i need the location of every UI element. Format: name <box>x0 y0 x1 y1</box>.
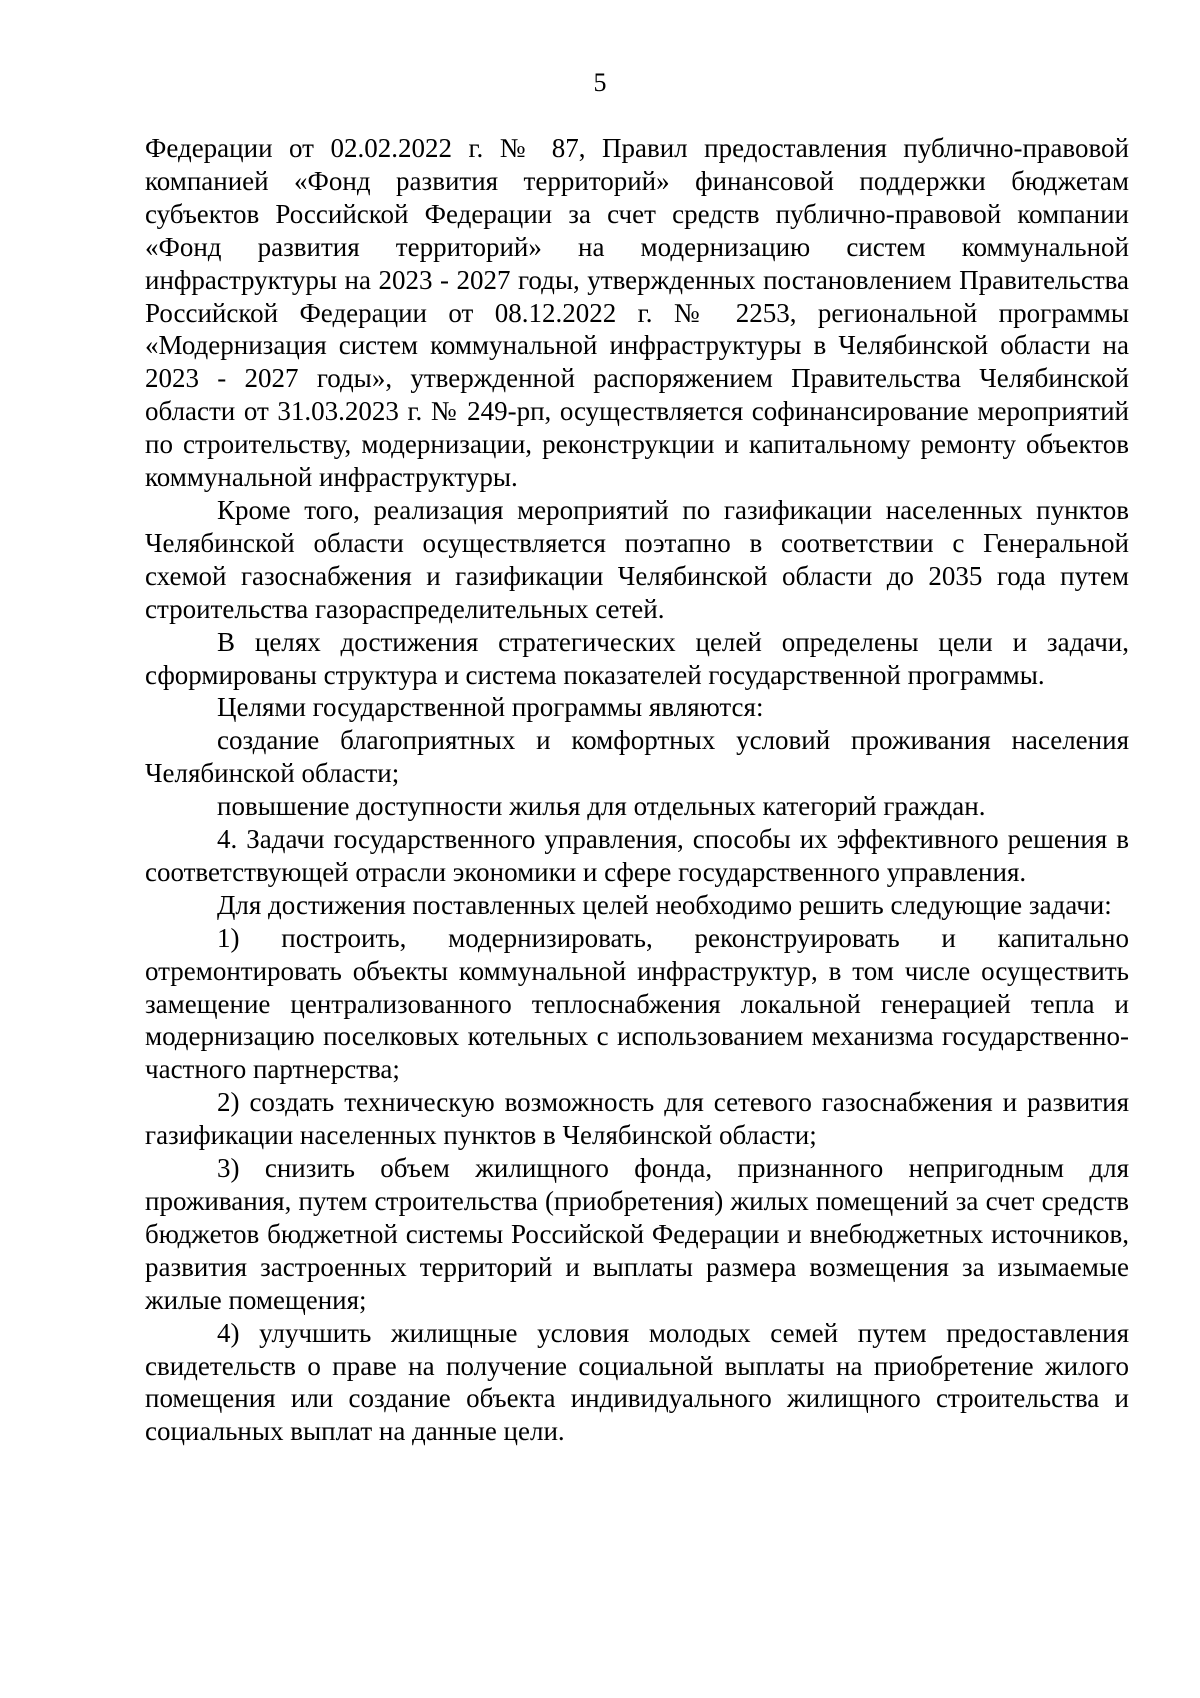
list-item-task-1: 1) построить, модернизировать, реконструировать и капитально отремонтировать объекты коммунальной инфраструктур, в том числе осуществить замещение централизованного теплоснабжения локальной генерацией тепла и модернизацию поселковых котельных с использованием механизма государственно-частного партнерства; <box>145 922 1129 1085</box>
document-body <box>145 132 1129 1448</box>
paragraph-tasks-intro: Для достижения поставленных целей необходимо решить следующие задачи: <box>217 889 1112 920</box>
paragraph-strategic-goals: В целях достижения стратегических целей определены цели и задачи, сформированы структура и система показателей государственной программы. <box>145 626 1129 690</box>
list-item-task-4: 4) улучшить жилищные условия молодых семей путем предоставления свидетельств о праве на получение социальной выплаты на приобретение жилого помещения или создание объекта индивидуального жилищного строительства и социальных выплат на данные цели. <box>145 1317 1129 1447</box>
list-item-task-2: 2) создать техническую возможность для сетевого газоснабжения и развития газификации населенных пунктов в Челябинской области; <box>145 1087 1129 1151</box>
paragraph-gasification: Кроме того, реализация мероприятий по газификации населенных пунктов Челябинской области осуществляется поэтапно в соответствии с Генеральной схемой газоснабжения и газификации Челябинской области до 2035 года путем строительства газораспределительных сетей. <box>145 494 1129 624</box>
paragraph-goal-1: создание благоприятных и комфортных условий проживания населения Челябинской области; <box>145 725 1129 789</box>
paragraph-goals-intro: Целями государственной программы являются: <box>217 692 764 723</box>
paragraph-goal-2: повышение доступности жилья для отдельных категорий граждан. <box>217 791 986 822</box>
paragraph-legal-basis: Федерации от 02.02.2022 г. № 87, Правил предоставления публично-правовой компанией «Фонд развития территорий» финансовой поддержки бюджетам субъектов Российской Федерации за счет средств публично-правовой компании «Фонд развития территорий» на модернизацию систем коммунальной инфраструктуры на 2023 - 2027 годы, утвержденных постановлением Правительства Российской Федерации от 08.12.2022 г. № 2253, региональной программы «Модернизация систем коммунальной инфраструктуры в Челябинской области на 2023 - 2027 годы», утвержденной распоряжением Правительства Челябинской области от 31.03.2023 г. № 249-рп, осуществляется софинансирование мероприятий по строительству, модернизации, реконструкции и капитальному ремонту объектов коммунальной инфраструктуры. <box>145 133 1129 493</box>
list-item-task-3: 3) снизить объем жилищного фонда, признанного непригодным для проживания, путем строительства (приобретения) жилых помещений за счет средств бюджетов бюджетной системы Российской Федерации и внебюджетных источников, развития застроенных территорий и выплаты размера возмещения за изымаемые жилые помещения; <box>145 1153 1129 1315</box>
section-heading-tasks: 4. Задачи государственного управления, способы их эффективного решения в соответствующей отрасли экономики и сфере государственного управления. <box>145 824 1129 887</box>
page-number: 5 <box>593 68 607 97</box>
